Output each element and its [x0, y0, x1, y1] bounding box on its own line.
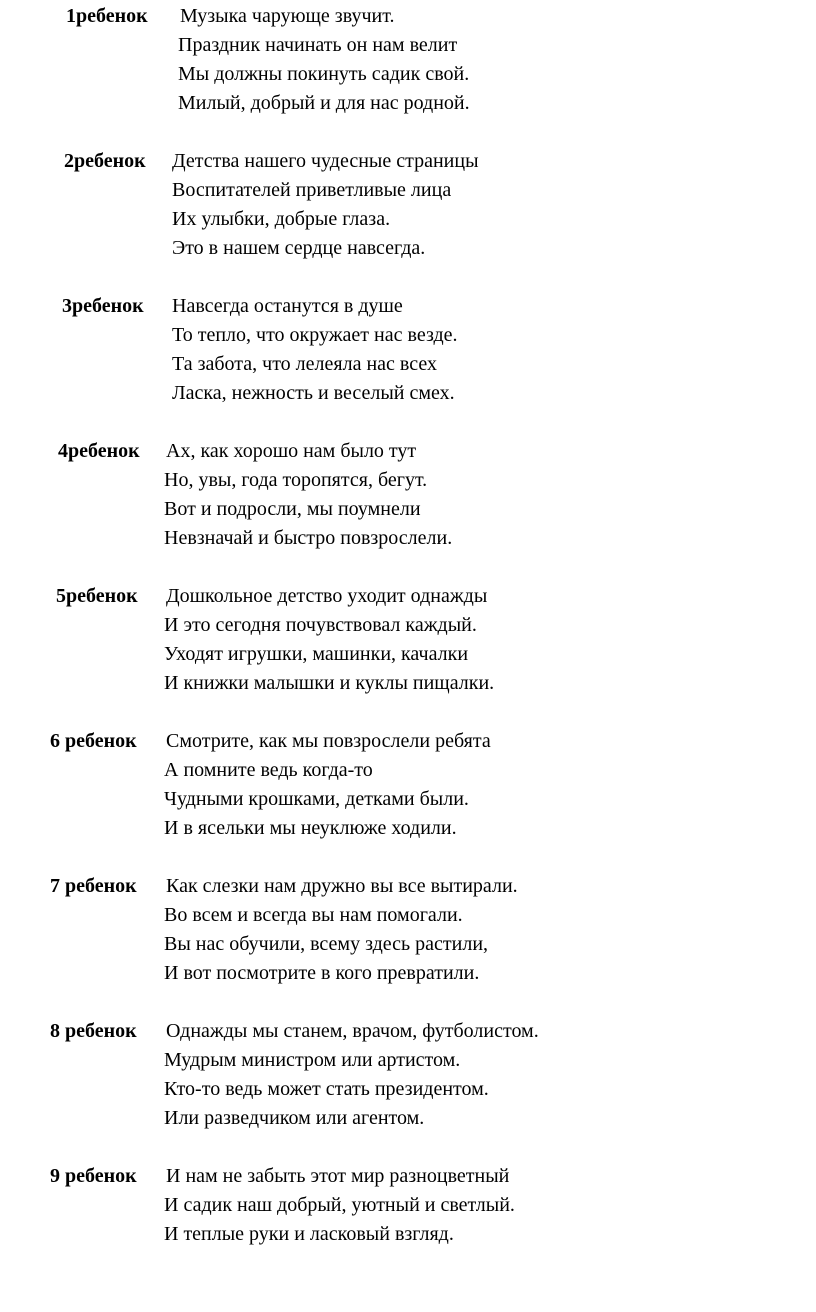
- verse-line: Милый, добрый и для нас родной.: [178, 92, 470, 114]
- speaker-label: 6 ребенок: [50, 730, 137, 752]
- verse-line: И теплые руки и ласковый взгляд.: [164, 1223, 454, 1245]
- speaker-label: 5ребенок: [56, 585, 138, 607]
- verse-line: Во всем и всегда вы нам помогали.: [164, 904, 463, 926]
- verse-line: Кто-то ведь может стать президентом.: [164, 1078, 489, 1100]
- verse-line: Навсегда останутся в душе: [172, 295, 403, 317]
- verse-line: Чудными крошками, детками были.: [164, 788, 469, 810]
- verse-line: То тепло, что окружает нас везде.: [172, 324, 458, 346]
- verse-line: И это сегодня почувствовал каждый.: [164, 614, 477, 636]
- verse-line: Вот и подросли, мы поумнели: [164, 498, 421, 520]
- verse-line: Смотрите, как мы повзрослели ребята: [166, 730, 491, 752]
- speaker-label: 4ребенок: [58, 440, 140, 462]
- verse-line: Уходят игрушки, машинки, качалки: [164, 643, 469, 665]
- verse-line: Однажды мы станем, врачом, футболистом.: [166, 1020, 539, 1042]
- verse-line: Детства нашего чудесные страницы: [172, 150, 479, 172]
- verse-line: Праздник начинать он нам велит: [178, 34, 458, 56]
- verse-line: Та забота, что лелеяла нас всех: [172, 353, 437, 375]
- verse-line: Ах, как хорошо нам было тут: [166, 440, 417, 462]
- speaker-label: 1ребенок: [66, 5, 148, 27]
- verse-line: Воспитателей приветливые лица: [172, 179, 452, 201]
- verse-line: И книжки малышки и куклы пищалки.: [164, 672, 495, 694]
- speaker-label: 9 ребенок: [50, 1165, 137, 1187]
- verse-line: Ласка, нежность и веселый смех.: [172, 382, 455, 404]
- speaker-label: 2ребенок: [64, 150, 146, 172]
- verse-line: И садик наш добрый, уютный и светлый.: [164, 1194, 515, 1216]
- verse-line: И нам не забыть этот мир разноцветный: [166, 1165, 510, 1187]
- verse-line: Вы нас обучили, всему здесь растили,: [164, 933, 489, 955]
- verse-line: И вот посмотрите в кого превратили.: [164, 962, 480, 984]
- verse-line: Мудрым министром или артистом.: [164, 1049, 461, 1071]
- speaker-label: 7 ребенок: [50, 875, 137, 897]
- speaker-label: 8 ребенок: [50, 1020, 137, 1042]
- verse-line: Как слезки нам дружно вы все вытирали.: [166, 875, 518, 897]
- verse-line: Это в нашем сердце навсегда.: [172, 237, 426, 259]
- verse-line: Их улыбки, добрые глаза.: [172, 208, 391, 230]
- verse-line: Музыка чарующе звучит.: [180, 5, 395, 27]
- verse-line: Мы должны покинуть садик свой.: [178, 63, 470, 85]
- verse-line: Дошкольное детство уходит однажды: [166, 585, 488, 607]
- speaker-label: 3ребенок: [62, 295, 144, 317]
- verse-line: Но, увы, года торопятся, бегут.: [164, 469, 428, 491]
- verse-line: А помните ведь когда-то: [164, 759, 373, 781]
- verse-line: И в ясельки мы неуклюже ходили.: [164, 817, 457, 839]
- verse-line: Невзначай и быстро повзрослели.: [164, 527, 453, 549]
- verse-line: Или разведчиком или агентом.: [164, 1107, 425, 1129]
